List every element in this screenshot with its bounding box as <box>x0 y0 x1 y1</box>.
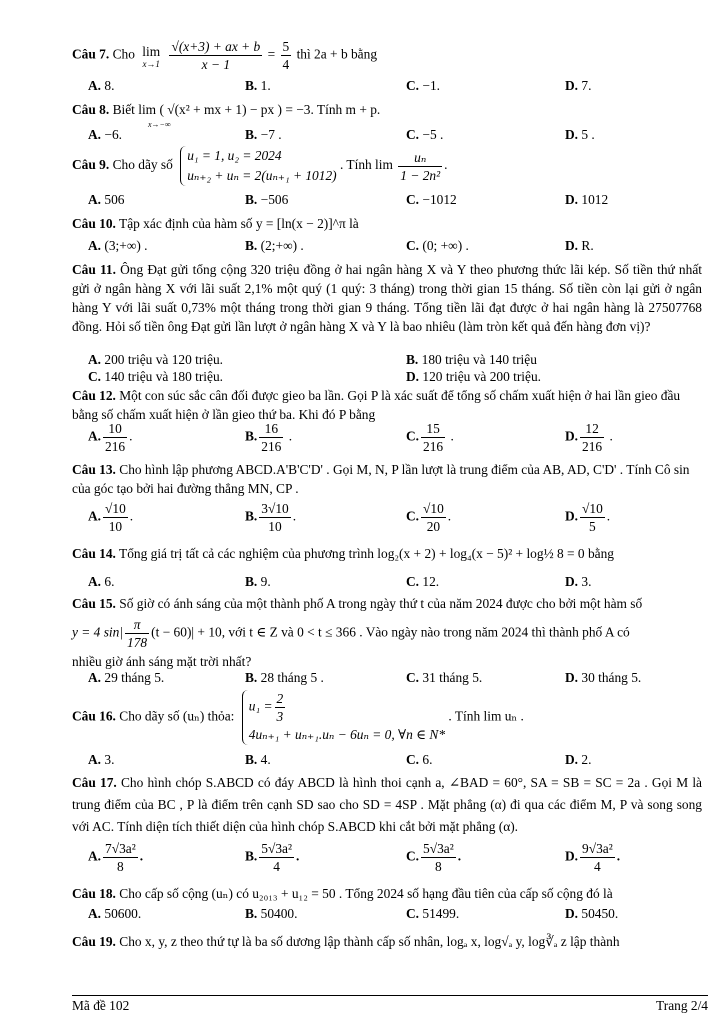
question-15-formula: y = 4 sin| $\frac{\pi}{178}$ (t − 60)| + 10, với t ∈ Z và 0 < t ≤ 366 . Vào ngày nào trong năm 2024 thì thành phố A có <box>72 617 630 650</box>
page-number: Trang 2/4 <box>656 998 708 1013</box>
option-b[interactable]: B. (2;+∞) . <box>245 238 304 253</box>
q7-rhs: $\frac{5}{4}$ <box>282 39 290 72</box>
option-a[interactable]: A. $\frac{\text{7√3a²}}{8}$ . <box>88 841 144 874</box>
option-d[interactable]: D. 30 tháng 5. <box>565 670 642 685</box>
option-d[interactable]: D. $\frac{\text{9√3a²}}{4}$ . <box>565 841 621 874</box>
option-b[interactable]: B. $\frac{16}{216}$ . <box>245 421 293 454</box>
option-b[interactable]: B. $\frac{3√10}{10}$ . <box>245 501 297 534</box>
question-7: Câu 7. Cho lim x→1 $\frac{√(x+3) + ax + b}{x - 1}$ = $\frac{5}{4}$ thì 2a + b bằng <box>72 39 378 72</box>
q14-options <box>88 574 708 594</box>
question-17: Câu 17. Cho hình chóp S.ABCD có đáy ABCD là hình thoi cạnh a, ∠BAD = 60°, SA = SB = SC = 2a . Gọi M là trung điểm của BC , P là điểm trên cạnh SD sao cho SD = 4SP . Mặt phẳng (α) đi qua các điểm M, P và song song với AC. Tính diện tích thiết diện của hình chóp S.ABCD khi cắt bởi mặt phẳng (α). <box>72 775 702 834</box>
option-d[interactable]: D. 7. <box>565 78 592 93</box>
question-10: Câu 10. Tập xác định của hàm số y = [ln(x − 2)]^π là <box>72 216 359 231</box>
option-c[interactable]: C. 31 tháng 5. <box>406 670 483 685</box>
option-b[interactable]: B. −7 . <box>245 127 282 142</box>
question-9: Câu 9. Cho dãy số u₁ = 1, u₂ = 2024 uₙ₊₂ + uₙ = 2(uₙ₊₁ + 1012) . Tính lim $\frac{\text{uₙ}}{\text{1 − 2n²}}$ . <box>72 146 702 186</box>
option-a[interactable]: A. 8. <box>88 78 115 93</box>
question-15: Câu 15. Số giờ có ánh sáng của một thành phố A trong ngày thứ t của năm 2024 được cho bởi một hàm số <box>72 596 643 611</box>
option-d[interactable]: D. R. <box>565 238 594 253</box>
option-b[interactable]: B. $\frac{\text{5√3a²}}{4}$ . <box>245 841 300 874</box>
option-b[interactable]: B. 180 triệu và 140 triệu <box>406 352 537 367</box>
q12-options <box>88 420 708 460</box>
option-d[interactable]: D. 1012 <box>565 192 609 207</box>
option-c[interactable]: C. 6. <box>406 752 433 767</box>
option-c[interactable]: C. −1. <box>406 78 440 93</box>
exam-code: Mã đề 102 <box>72 998 130 1013</box>
option-b[interactable]: B. 1. <box>245 78 271 93</box>
option-a[interactable]: A. $\frac{10}{216}$ . <box>88 421 133 454</box>
q17-options <box>88 840 708 880</box>
option-a[interactable]: A. −6. <box>88 127 122 142</box>
option-d[interactable]: D. 120 triệu và 200 triệu. <box>406 369 542 384</box>
footer-divider <box>72 995 708 996</box>
option-d[interactable]: D. $\frac{12}{216}$ . <box>565 421 613 454</box>
option-a[interactable]: A. 6. <box>88 574 115 589</box>
question-16: Câu 16. Cho dãy số (uₙ) thỏa: u₁ = $\frac{2}{3}$ 4uₙ₊₁ + uₙ₊₁.uₙ − 6uₙ = 0, ∀n ∈ N* . Tính lim uₙ . <box>72 690 702 745</box>
option-b[interactable]: B. −506 <box>245 192 289 207</box>
option-a[interactable]: A. 3. <box>88 752 115 767</box>
question-8: Câu 8. Biết lim ( √(x² + mx + 1) − px ) = −3. Tính m + p. x→−∞ <box>72 102 381 129</box>
option-a[interactable]: A. $\frac{√10}{10}$ . <box>88 501 134 534</box>
question-18: Câu 18. Cho cấp số cộng (uₙ) có u₂₀₁₃ + u₁₂ = 50 . Tổng 2024 số hạng đầu tiên của cấp số cộng đó là <box>72 886 613 901</box>
option-c[interactable]: C. $\frac{\text{5√3a²}}{8}$ . <box>406 841 462 874</box>
option-c[interactable]: C. −1012 <box>406 192 457 207</box>
option-a[interactable]: A. (3;+∞) . <box>88 238 148 253</box>
question-12: Câu 12. Một con súc sắc cân đối được gieo ba lần. Gọi P là xác suất để tổng số chấm xuất hiện ở hai lần gieo đầu bằng số chấm xuất hiện ở lần gieo thứ ba. Khi đó P bằng <box>72 388 681 422</box>
question-14: Câu 14. Tổng giá trị tất cả các nghiệm của phương trình log₂(x + 2) + log₄(x − 5)² + log½ 8 = 0 bằng <box>72 546 614 561</box>
question-11: Câu 11. Ông Đạt gửi tổng cộng 320 triệu đồng ở hai ngân hàng X và Y theo phương thức lãi kép. Số tiền thứ nhất gửi ở ngân hàng X với lãi suất 2,1% một quý (1 quý: 3 tháng) trong thời gian 15 tháng. Số tiền còn lại gửi ở ngân hàng Y với lãi suất 0,73% một tháng trong thời gian 9 tháng. Tổng tiền lãi đạt được ở hai ngân hàng là 27507768 đồng. Hỏi số tiền ông Đạt gửi lần lượt ở ngân hàng X và Y là bao nhiêu (làm tròn kết quả đến hàng đơn vị)? <box>72 262 702 334</box>
q18-options <box>88 906 708 926</box>
option-d[interactable]: D. 3. <box>565 574 592 589</box>
option-b[interactable]: B. 9. <box>245 574 271 589</box>
q9-options <box>88 192 708 212</box>
q7-options <box>88 78 708 98</box>
option-b[interactable]: B. 4. <box>245 752 271 767</box>
question-19: Câu 19. Cho x, y, z theo thứ tự là ba số dương lập thành cấp số nhân, logₐ x, log√ₐ y, log∛ₐ z lập thành <box>72 934 620 949</box>
option-a[interactable]: A. 50600. <box>88 906 142 921</box>
q10-options <box>88 238 708 258</box>
question-13: Câu 13. Cho hình lập phương ABCD.A'B'C'D' . Gọi M, N, P lần lượt là trung điểm của AB, AD, C'D' . Tính Cô sin của góc tạo bởi hai đường thẳng MN, CP . <box>72 462 690 496</box>
option-d[interactable]: D. 2. <box>565 752 592 767</box>
option-d[interactable]: D. 50450. <box>565 906 619 921</box>
q13-options <box>88 500 708 540</box>
option-b[interactable]: B. 50400. <box>245 906 298 921</box>
option-c[interactable]: C. (0; +∞) . <box>406 238 469 253</box>
question-15-line3: nhiều giờ ánh sáng mặt trời nhất? <box>72 654 252 669</box>
option-d[interactable]: D. $\frac{√10}{5}$ . <box>565 501 611 534</box>
q7-limit: lim x→1 <box>142 43 161 69</box>
q15-options <box>88 670 708 690</box>
option-c[interactable]: C. 12. <box>406 574 440 589</box>
option-c[interactable]: C. $\frac{15}{216}$ . <box>406 421 454 454</box>
option-a[interactable]: A. 29 tháng 5. <box>88 670 165 685</box>
q9-system: u₁ = 1, u₂ = 2024 uₙ₊₂ + uₙ = 2(uₙ₊₁ + 1012) <box>180 146 336 186</box>
q16-system: u₁ = $\frac{2}{3}$ 4uₙ₊₁ + uₙ₊₁.uₙ − 6uₙ = 0, ∀n ∈ N* <box>242 690 445 745</box>
option-d[interactable]: D. 5 . <box>565 127 595 142</box>
option-c[interactable]: C. 140 triệu và 180 triệu. <box>88 369 224 384</box>
option-c[interactable]: C. −5 . <box>406 127 444 142</box>
q7-fraction: $\frac{√(x+3) + ax + b}{x - 1}$ <box>171 39 261 72</box>
q8-options <box>88 127 708 147</box>
option-c[interactable]: C. 51499. <box>406 906 460 921</box>
option-b[interactable]: B. 28 tháng 5 . <box>245 670 324 685</box>
option-a[interactable]: A. 506 <box>88 192 125 207</box>
option-c[interactable]: C. $\frac{√10}{20}$ . <box>406 501 452 534</box>
q16-options <box>88 752 708 772</box>
option-a[interactable]: A. 200 triệu và 120 triệu. <box>88 352 224 367</box>
